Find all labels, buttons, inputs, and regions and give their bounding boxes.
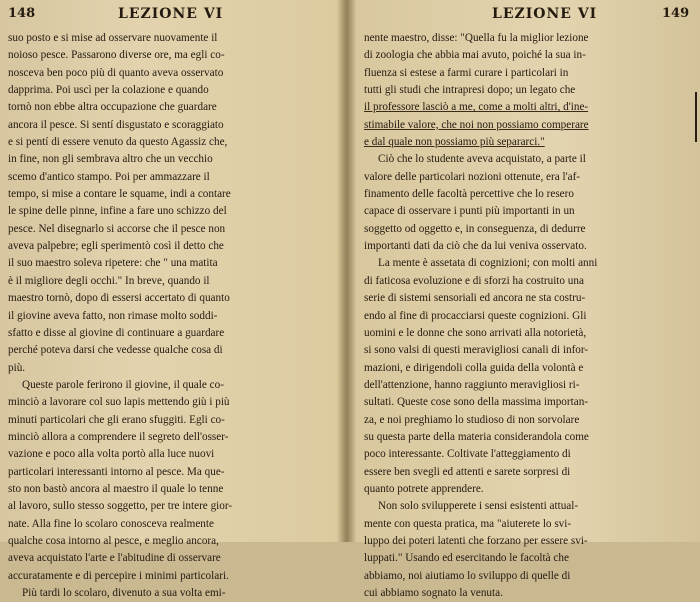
- text-line: e dal quale non possiamo più separarci.": [364, 136, 545, 149]
- text-line: le spine delle pinne, infine a fare uno schizzo del: [8, 205, 227, 218]
- text-line: Non solo svilupperete i sensi esistenti attual-: [378, 500, 579, 513]
- text-line: particolari interessanti intorno al pesce. Ma que-: [8, 465, 225, 478]
- text-line: minciò a lavorare col suo lapis mettendo giù i più: [8, 396, 230, 409]
- text-line: uomini e le donne che sono arrivati alla notorietà,: [364, 326, 587, 339]
- text-line: in fine, non gli sembrava altro che un vecchio: [8, 153, 213, 166]
- text-line: endo al fine di procacciarsi queste cognizioni. Gli: [364, 309, 587, 322]
- text-line: essere ben svegli ed attenti e sarete sorpresi di: [364, 465, 571, 478]
- text-line: di zoologia che abbia mai avuto, poiché la sua in-: [364, 49, 586, 62]
- text-line: vazione e poco alla volta portò alla luce nuovi: [8, 448, 215, 461]
- right-page: [352, 0, 700, 599]
- text-line: Ciò che lo studente aveva acquistato, a parte il: [378, 153, 586, 166]
- text-line: pesce. Nel disegnarlo si accorse che il pesce non: [8, 222, 226, 235]
- text-line: za, e noi preghiamo lo studioso di non sorvolare: [364, 413, 580, 426]
- running-header-right: LEZIONE VI: [492, 6, 598, 22]
- text-line: mazioni, e dirigendoli colla guida della volontà e: [364, 361, 584, 374]
- text-line: più.: [8, 361, 26, 374]
- text-line: maestro tornò, dopo di essersi accertato di quanto: [8, 292, 230, 305]
- margin-ink-mark: [695, 92, 697, 142]
- page-number-right: 149: [662, 6, 690, 21]
- text-line: Queste parole ferirono il giovine, il quale co-: [22, 378, 224, 391]
- text-line: capace di osservare i punti più importanti in un: [364, 205, 575, 218]
- text-line: mente con questa pratica, ma "aiuterete lo svi-: [364, 517, 572, 530]
- text-line: stimabile valore, che noi non possiamo comperare: [364, 118, 589, 131]
- text-line: aveva acquistato l'arte e l'abitudine di osservare: [8, 552, 221, 565]
- text-line: dell'attenzione, hanno raggiunto meravigliosi ri-: [364, 378, 580, 391]
- text-line: soggetto od oggetto e, in conseguenza, di dedurre: [364, 222, 586, 235]
- text-line: sfatto e disse al giovine di continuare a guardare: [8, 326, 225, 339]
- text-line: scemo d'antico stampo. Poi per ammazzare il: [8, 170, 210, 183]
- text-line: qualche cosa intorno al pesce, e meglio ancora,: [8, 534, 219, 547]
- text-line: su questa parte della materia considerandola come: [364, 430, 589, 443]
- text-line: si sono valsi di questi meravigliosi canali di infor-: [364, 344, 589, 357]
- text-line: finamento delle facoltà percettive che lo resero: [364, 188, 574, 201]
- running-header-left: LEZIONE VI: [118, 6, 224, 22]
- text-line: quanto potrete apprendere.: [364, 482, 484, 495]
- text-line: e si pentí di essere venuto da questo Agassiz che,: [8, 136, 228, 149]
- text-line: perché poteva darsi che vedesse qualche cosa di: [8, 344, 223, 357]
- text-line: poco interessante. Coltivate l'atteggiamento di: [364, 448, 571, 461]
- text-line: nente maestro, disse: "Quella fu la miglior lezione: [364, 32, 589, 44]
- text-line: dapprima. Poi uscì per la colazione e quando: [8, 84, 209, 97]
- text-line: La mente è assetata di cognizioni; con molti anni: [378, 257, 598, 270]
- text-line: accuratamente e di percepire i minimi particolari.: [8, 569, 229, 582]
- text-line: minuti particolari che gli erano sfuggiti. Egli co-: [8, 413, 225, 426]
- text-line: sultati. Queste cose sono della massima importan-: [364, 396, 589, 409]
- text-line: fluenza si estese a farmi curare i particolari in: [364, 66, 569, 79]
- text-line: serie di sistemi sensoriali ed ancora ne sta costru-: [364, 292, 586, 305]
- text-line: sto non bastò ancora al maestro il quale lo tenne: [8, 482, 224, 495]
- text-line: il suo maestro soleva ripetere: che " una matita: [8, 257, 218, 270]
- page-number-left: 148: [8, 6, 36, 21]
- text-line: ancora il pesce. Si sentí disgustato e scoraggiato: [8, 118, 224, 131]
- text-line: nate. Alla fine lo scolaro conosceva realmente: [8, 517, 214, 530]
- left-page: [0, 0, 345, 599]
- text-line: importanti dati da ciò che da lui veniva osservato.: [364, 240, 587, 253]
- text-line: di faticosa evoluzione e di sforzi ha costruito una: [364, 274, 584, 287]
- text-line: minciò allora a comprendere il segreto dell'osser-: [8, 430, 229, 443]
- text-line: noioso pesce. Passarono diverse ore, ma egli co-: [8, 49, 225, 62]
- text-line: luppo dei poteri latenti che forzano per essere svi-: [364, 534, 588, 547]
- text-line: il giovine aveva fatto, non rimase molto soddi-: [8, 309, 218, 322]
- text-line: nosceva ben poco più di quanto aveva osservato: [8, 66, 224, 79]
- text-line: valore delle particolari nozioni ottenute, era l'af-: [364, 170, 581, 183]
- text-line: suo posto e si mise ad osservare nuovamente il: [8, 32, 218, 44]
- text-line: luppati." Usando ed esercitando le facoltà che: [364, 552, 569, 565]
- text-line: Più tardi lo scolaro, divenuto a sua volta emi-: [22, 587, 226, 599]
- right-page-text: [364, 30, 696, 602]
- text-line: al lavoro, sullo stesso soggetto, per tre intere gior-: [8, 500, 233, 513]
- text-line: tornò non ebbe altra occupazione che guardare: [8, 101, 217, 114]
- text-line: aveva palpebre; egli sperimentò così il detto che: [8, 240, 224, 253]
- text-line: abbiamo, noi aiutiamo lo sviluppo di quelle di: [364, 569, 571, 582]
- left-page-text: [8, 30, 330, 602]
- text-line: è il migliore degli occhi." In breve, quando il: [8, 274, 210, 287]
- text-line: tutti gli studi che intrapresi dopo; un legato che: [364, 84, 576, 97]
- text-line: il professore lasciò a me, come a molti altri, d'ine-: [364, 101, 589, 114]
- text-line: tempo, si mise a contare le squame, indi a contare: [8, 188, 231, 201]
- text-line: cui abbiamo sognato la venuta.: [364, 587, 503, 599]
